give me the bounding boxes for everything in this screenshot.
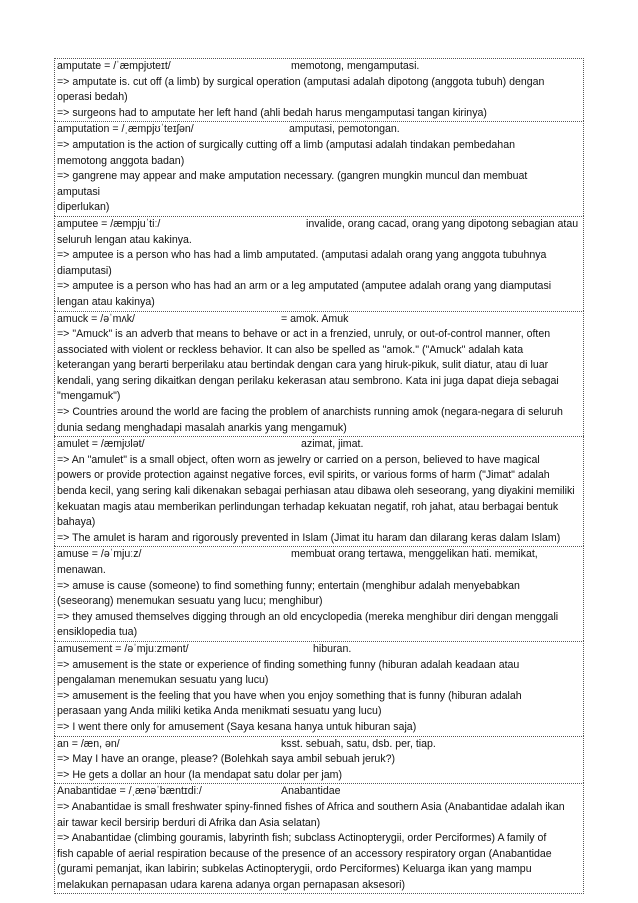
entry-text-line: bahaya)	[57, 516, 96, 529]
entry-text-line: (seseorang) menemukan sesuatu yang lucu; menghibur)	[57, 595, 323, 608]
entry-meaning: memotong, mengamputasi.	[291, 60, 420, 72]
entry-headword-line	[57, 122, 581, 138]
dictionary-entry	[54, 736, 584, 784]
entry-text-line: => Countries around the world are facing the problem of anarchists running amok (negara-negara di seluruh	[57, 406, 563, 419]
entry-headword-line	[57, 217, 581, 233]
entry-text-line: perasaan yang Anda miliki ketika Anda menikmati sesuatu yang lucu)	[57, 705, 382, 718]
entry-text-line: seluruh lengan atau kakinya.	[57, 233, 192, 246]
entry-text-line: => they amused themselves digging through an old encyclopedia (mereka menghibur diri dengan menggali	[57, 610, 559, 623]
entry-meaning: azimat, jimat.	[301, 438, 364, 451]
entry-headword: Anabantidae = /ˌænəˈbæntɪdiː/	[57, 785, 202, 798]
entry-meaning: = amok. Amuk	[281, 312, 349, 325]
entry-text-line: => amputation is the action of surgically cutting off a limb (amputasi adalah tindakan pembedahan	[57, 138, 515, 151]
dictionary-sheet	[54, 58, 584, 894]
entry-text-line: => gangrene may appear and make amputation necessary. (gangren mungkin muncul dan membuat	[57, 170, 528, 183]
entry-text-line: operasi bedah)	[57, 91, 128, 104]
entry-headword: amputation = /ˌæmpjʊˈteɪʃən/	[57, 123, 194, 136]
entry-text-line: diperlukan)	[57, 201, 110, 214]
entry-headword-line	[57, 547, 581, 563]
entry-headword-line	[57, 312, 581, 328]
entry-text-line: benda kecil, yang sering kali dikenakan sebagai perhiasan atau dibawa oleh seseorang, yang diyakini memiliki	[57, 485, 575, 498]
entry-text-line: => He gets a dollar an hour (Ia mendapat satu dolar per jam)	[57, 768, 343, 781]
entry-text-line: => I went there only for amusement (Saya kesana hanya untuk hiburan saja)	[57, 720, 417, 733]
entry-text-line: => amusement is the feeling that you have when you enjoy something that is funny (hiburan adalah	[57, 689, 522, 702]
entry-text-line: => May I have an orange, please? (Bolehkah saya ambil sebuah jeruk?)	[57, 753, 396, 766]
dictionary-entry	[54, 216, 584, 311]
dictionary-entry	[54, 641, 584, 736]
entry-text-line: amputasi	[57, 185, 100, 198]
entry-headword: amuck = /əˈmʌk/	[57, 312, 135, 325]
entry-meaning: membuat orang tertawa, menggelikan hati. memikat,	[291, 548, 538, 561]
entry-meaning: invalide, orang cacad, orang yang dipotong sebagian atau	[306, 217, 579, 230]
entry-text-line: powers or provide protection against negative forces, evil spirits, or various forms of harm ("Jimat" adalah	[57, 469, 550, 482]
entry-text-line: memotong anggota badan)	[57, 154, 185, 167]
entry-text-line: => amuse is cause (someone) to find something funny; entertain (menghibur adalah menyebabkan	[57, 579, 520, 592]
entry-headword: amuse = /əˈmjuːz/	[57, 548, 142, 561]
dictionary-entry	[54, 436, 584, 546]
entry-headword: amputee = /æmpjuˈtiː/	[57, 217, 161, 230]
entry-text-line: => amputee is a person who has had an arm or a leg amputated (amputee adalah orang yang diamputasi	[57, 280, 552, 293]
dictionary-entry	[54, 311, 584, 437]
entry-text-line: => Anabantidae (climbing gouramis, labyrinth fish; subclass Actinopterygii, order Perciformes) A family of	[57, 832, 547, 845]
entry-text-line: associated with violent or reckless behavior. It can also be spelled as "amok." ("Amuck" adalah kata	[57, 343, 524, 356]
entry-text-line: kekuatan magis atau memberikan perlindungan terhadap kekuatan negatif, roh jahat, atau berbagai bentuk	[57, 500, 559, 513]
entry-text-line: keterangan yang berarti berperilaku atau bertindak dengan cara yang hiruk-pikuk, sulit diatur, atau di luar	[57, 359, 549, 372]
dictionary-entry	[54, 546, 584, 641]
entry-headword-line	[57, 642, 581, 658]
entry-headword: an = /æn, ən/	[57, 737, 120, 750]
dictionary-entry	[54, 783, 584, 894]
dictionary-entry	[54, 121, 584, 216]
entry-text-line: lengan atau kakinya)	[57, 295, 155, 308]
entry-text-line: menawan.	[57, 564, 106, 576]
entry-text-line: => amputee is a person who has had a limb amputated. (amputasi adalah orang yang anggota tubuhnya	[57, 249, 547, 262]
entry-text-line: fish capable of aerial respiration because of the presence of an accessory respiratory organ (Anabantidae	[57, 847, 552, 860]
entry-headword-line	[57, 737, 581, 753]
entry-meaning: Anabantidae	[281, 785, 341, 798]
entry-headword-line	[57, 784, 581, 800]
entry-text-line: => The amulet is haram and rigorously prevented in Islam (Jimat itu haram dan dilarang keras dalam Islam)	[57, 531, 561, 544]
entry-meaning: ksst. sebuah, satu, dsb. per, tiap.	[281, 737, 436, 750]
entry-text-line: (gurami pemanjat, ikan labirin; subkelas Actinopterygii, ordo Perciformes) Keluarga ikan yang mampu	[57, 863, 532, 876]
entry-text-line: => "Amuck" is an adverb that means to behave or act in a frenzied, unruly, or out-of-control manner, often	[57, 328, 551, 341]
entry-headword: amusement = /əˈmjuːzmənt/	[57, 642, 189, 655]
entry-text-line: => amputate is. cut off (a limb) by surgical operation (amputasi adalah dipotong (anggota tubuh) dengan	[57, 75, 545, 88]
entry-text-line: => amusement is the state or experience of finding something funny (hiburan adalah keadaan atau	[57, 658, 520, 671]
entry-text-line: "mengamuk")	[57, 390, 121, 403]
entry-text-line: kendali, yang sering dikaitkan dengan perilaku kekerasan atau sembrono. Kata ini juga dapat dieja sebagai	[57, 374, 559, 387]
entry-text-line: => An "amulet" is a small object, often worn as jewelry or carried on a person, believed to have magical	[57, 453, 540, 466]
entry-text-line: pengalaman menemukan sesuatu yang lucu)	[57, 674, 269, 687]
entry-text-line: air tawar kecil bersirip berduri di Afrika dan Asia selatan)	[57, 816, 321, 829]
entry-text-line: dunia sedang menghadapi masalah anarkis yang mengamuk)	[57, 421, 347, 434]
entry-text-line: melakukan pernapasan udara karena adanya organ pernapasan aksesori)	[57, 878, 406, 891]
entry-text-line: diamputasi)	[57, 264, 112, 277]
entry-text-line: ensiklopedia tua)	[57, 626, 138, 639]
entry-headword: amulet = /æmjʊlət/	[57, 438, 145, 451]
entry-text-line: => surgeons had to amputate her left hand (ahli bedah harus mengamputasi tangan kirinya)	[57, 106, 487, 119]
entry-text-line: => Anabantidae is small freshwater spiny-finned fishes of Africa and southern Asia (Anabantidae adalah ikan	[57, 800, 565, 813]
dictionary-entry	[54, 58, 584, 121]
entry-headword-line	[57, 437, 581, 453]
entry-headword: amputate = /ˈæmpjʊteɪt/	[57, 60, 171, 72]
entry-headword-line	[57, 59, 581, 75]
entry-meaning: amputasi, pemotongan.	[289, 123, 400, 136]
entry-meaning: hiburan.	[313, 642, 352, 655]
